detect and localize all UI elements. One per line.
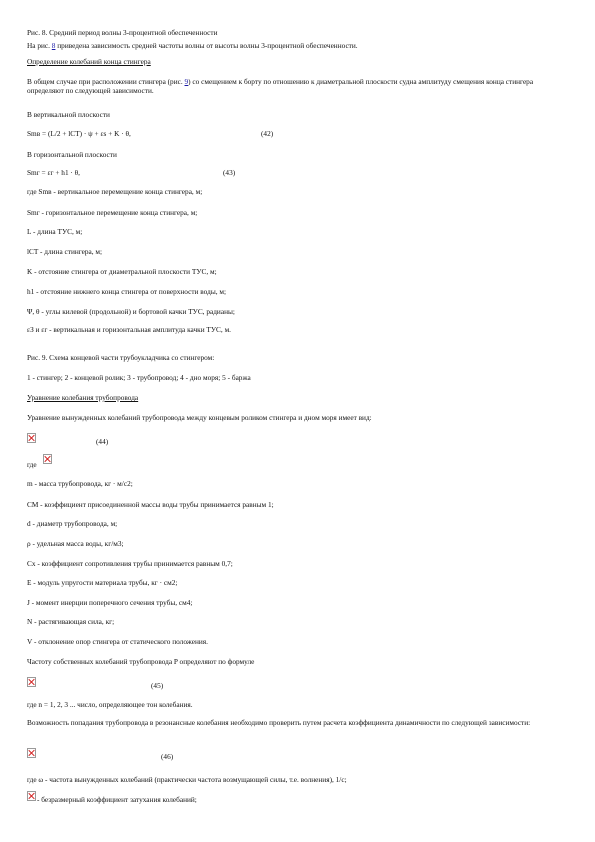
equation-42-number: (42) — [261, 129, 274, 138]
definition-V: V - отклонение опор стингера от статического положения. — [27, 637, 208, 646]
figure-9-legend: 1 - стингер; 2 - концевой ролик; 3 - трубопровод; 4 - дно моря; 5 - баржа — [27, 373, 251, 382]
definition-smv: где Smв - вертикальное перемещение конца стингера, м; — [27, 187, 203, 196]
equation-44-number: (44) — [96, 437, 109, 446]
definition-E: E - модуль упругости материала трубы, кг · см2; — [27, 578, 178, 587]
definition-epsilon: εЗ и εг - вертикальная и горизонтальная амплитуда качки ТУС, м. — [27, 325, 232, 334]
general-case-text-b: ) со смещением к борту по отношению к диаметральной плоскости судна амплитуду смещения конца стингера определяют по следующей зависимости. — [27, 77, 534, 95]
forced-oscillation-intro: Уравнение вынужденных колебаний трубопровода между концевым роликом стингера и дном моря имеет вид: — [27, 413, 372, 422]
definition-rho: ρ - удельная масса воды, кг/м3; — [27, 539, 124, 548]
fig8-ref-suffix: приведена зависимость средней частоты волны от высоты волны 3-процентной обеспеченности. — [55, 41, 358, 50]
broken-image-icon — [27, 748, 36, 758]
resonance-paragraph: Возможность попадания трубопровода в резонансные колебания необходимо проверить путем расчета коэффициента динамичности по следующей зависимости: — [27, 718, 531, 727]
equation-43-number: (43) — [223, 168, 236, 177]
natural-frequency-intro: Частоту собственных колебаний трубопровода P определяют по формуле — [27, 657, 255, 666]
definition-m: m - масса трубопровода, кг · м/с2; — [27, 479, 133, 488]
vertical-plane-label: В вертикальной плоскости — [27, 110, 110, 119]
where-label: где — [27, 460, 37, 469]
broken-image-icon — [43, 454, 52, 464]
definition-smg: Smг - горизонтальное перемещение конца стингера, м; — [27, 208, 198, 217]
figure-8-caption: Рис. 8. Средний период волны 3-процентной обеспеченности — [27, 28, 218, 37]
definition-damping: - безразмерный коэффициент затухания колебаний; — [37, 795, 197, 804]
figure-9-link[interactable]: 9 — [184, 77, 189, 86]
figure-8-reference — [27, 41, 358, 50]
definition-J: J - момент инерции поперечного сечения трубы, см4; — [27, 598, 193, 607]
definition-h1: h1 - отстояние нижнего конца стингера от поверхности воды, м; — [27, 287, 227, 296]
equation-46-number: (46) — [161, 752, 174, 761]
equation-42: Smв = (L/2 + lCT) · ψ + εs + K · θ, — [27, 129, 131, 138]
general-case-text-a: В общем случае при расположении стингера (рис. — [27, 77, 185, 86]
broken-image-icon — [27, 433, 36, 443]
definition-cm: CM - коэффициент присоединенной массы воды трубы принимается равным 1; — [27, 500, 274, 509]
definition-psi-theta: Ψ, θ - углы килевой (продольной) и бортовой качки ТУС, радианы; — [27, 307, 235, 316]
definition-N: N - растягивающая сила, кг; — [27, 617, 115, 626]
section-heading-pipeline: Уравнение колебания трубопровода — [27, 393, 139, 402]
definition-n: где n = 1, 2, 3 ... число, определяющее тон колебания. — [27, 700, 193, 709]
equation-45-number: (45) — [151, 681, 164, 690]
broken-image-icon — [27, 677, 36, 687]
section-heading-stinger: Определение колебаний конца стингера — [27, 57, 151, 66]
horizontal-plane-label: В горизонтальной плоскости — [27, 150, 117, 159]
figure-9-caption: Рис. 9. Схема концевой части трубоукладчика со стингером: — [27, 353, 215, 362]
figure-8-link[interactable]: 8 — [51, 41, 56, 50]
definition-omega: где ω - частота вынужденных колебаний (практически частота возмущающей силы, т.е. волнения), 1/с; — [27, 775, 347, 784]
equation-43: Smг = εг + h1 · θ, — [27, 168, 81, 177]
definition-K: K - отстояние стингера от диаметральной плоскости ТУС, м; — [27, 267, 217, 276]
definition-cx: Cx - коэффициент сопротивления трубы принимается равным 0,7; — [27, 559, 233, 568]
definition-d: d - диаметр трубопровода, м; — [27, 519, 118, 528]
general-case-paragraph — [27, 77, 567, 95]
definition-lct: lCT - длина стингера, м; — [27, 247, 103, 256]
broken-image-icon — [27, 791, 36, 801]
fig8-ref-prefix: На рис. — [27, 41, 52, 50]
definition-L: L - длина ТУС, м; — [27, 227, 83, 236]
